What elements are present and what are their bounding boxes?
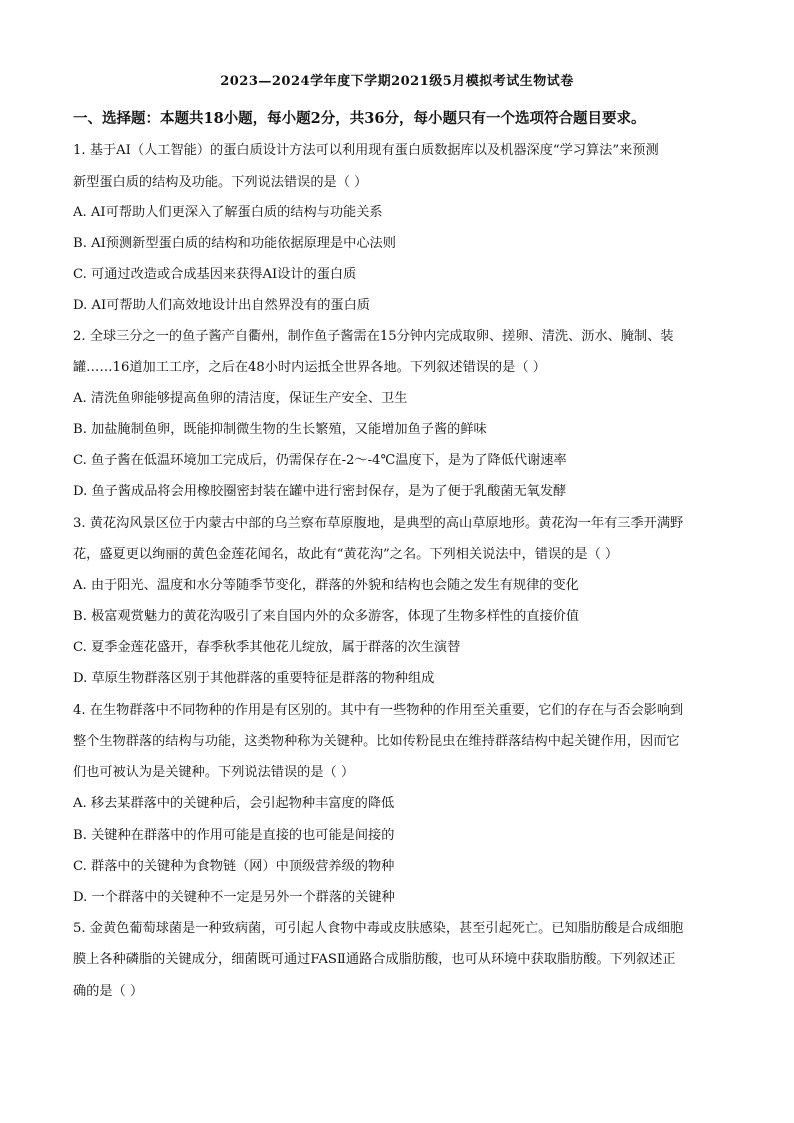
- question-5-stem-line-1: 5. 金黄色葡萄球菌是一种致病菌，可引起人食物中毒或皮肤感染，甚至引起死亡。已知脂肪酸是合成细胞: [73, 921, 684, 936]
- question-3-stem-line-2: 花，盛夏更以绚丽的黄色金莲花闻名，故此有“黄花沟”之名。下列相关说法中，错误的是（ ）: [73, 547, 619, 562]
- question-5-stem-line-3: 确的是（ ）: [73, 984, 144, 999]
- question-2-option-c: C. 鱼子酱在低温环境加工完成后，仍需保存在-2～-4℃温度下，是为了降低代谢速率: [73, 453, 567, 468]
- question-4-option-b: B. 关键种在群落中的作用可能是直接的也可能是间接的: [73, 828, 395, 843]
- question-2-stem-line-1: 2. 全球三分之一的鱼子酱产自衢州，制作鱼子酱需在15分钟内完成取卵、搓卵、清洗、沥水、腌制、装: [73, 329, 674, 344]
- question-4-option-d: D. 一个群落中的关键种不一定是另外一个群落的关键种: [73, 890, 395, 905]
- question-3-stem-line-1: 3. 黄花沟风景区位于内蒙古中部的乌兰察布草原腹地，是典型的高山草原地形。黄花沟一年有三季开满野: [73, 516, 684, 531]
- question-3-option-b: B. 极富观赏魅力的黄花沟吸引了来自国内外的众多游客，体现了生物多样性的直接价值: [73, 609, 580, 624]
- question-1-option-a: A. AI可帮助人们更深入了解蛋白质的结构与功能关系: [73, 205, 383, 220]
- question-3-option-a: A. 由于阳光、温度和水分等随季节变化，群落的外貌和结构也会随之发生有规律的变化: [73, 578, 579, 593]
- question-1-option-d: D. AI可帮助人们高效地设计出自然界没有的蛋白质: [73, 298, 370, 313]
- question-4-stem-line-1: 4. 在生物群落中不同物种的作用是有区别的。其中有一些物种的作用至关重要，它们的存在与否会影响到: [73, 703, 684, 718]
- question-1-stem-line-2: 新型蛋白质的结构及功能。下列说法错误的是（ ）: [73, 175, 368, 190]
- section-heading: 一、选择题：本题共18小题，每小题2分，共36分，每小题只有一个选项符合题目要求。: [73, 110, 646, 127]
- question-4-option-c: C. 群落中的关键种为食物链（网）中顶级营养级的物种: [73, 859, 395, 874]
- question-3-option-c: C. 夏季金莲花盛开，春季秋季其他花儿绽放，属于群落的次生演替: [73, 640, 461, 655]
- question-4-option-a: A. 移去某群落中的关键种后，会引起物种丰富度的降低: [73, 796, 395, 811]
- question-1-stem-line-1: 1. 基于AI（人工智能）的蛋白质设计方法可以利用现有蛋白质数据库以及机器深度“学习算法”来预测: [73, 143, 659, 158]
- question-1-option-b: B. AI预测新型蛋白质的结构和功能依据原理是中心法则: [73, 236, 396, 251]
- question-1-option-c: C. 可通过改造或合成基因来获得AI设计的蛋白质: [73, 267, 357, 282]
- exam-title: 2023—2024学年度下学期2021级5月模拟考试生物试卷: [220, 74, 574, 89]
- question-2-option-d: D. 鱼子酱成品将会用橡胶圈密封装在罐中进行密封保存，是为了便于乳酸菌无氧发酵: [73, 484, 567, 499]
- question-3-option-d: D. 草原生物群落区别于其他群落的重要特征是群落的物种组成: [73, 671, 435, 686]
- question-2-option-b: B. 加盐腌制鱼卵，既能抑制微生物的生长繁殖，又能增加鱼子酱的鲜味: [73, 422, 487, 437]
- question-2-stem-line-2: 罐……16道加工工序，之后在48小时内运抵全世界各地。下列叙述错误的是（ ）: [73, 360, 546, 375]
- question-4-stem-line-3: 们也可被认为是关键种。下列说法错误的是（ ）: [73, 765, 355, 780]
- question-5-stem-line-2: 膜上各种磷脂的关键成分，细菌既可通过FASⅡ通路合成脂肪酸，也可从环境中获取脂肪酸。下列叙述正: [73, 952, 676, 967]
- question-4-stem-line-2: 整个生物群落的结构与功能，这类物种称为关键种。比如传粉昆虫在维持群落结构中起关键作用，因而它: [73, 734, 680, 749]
- question-2-option-a: A. 清洗鱼卵能够提高鱼卵的清洁度，保证生产安全、卫生: [73, 391, 408, 406]
